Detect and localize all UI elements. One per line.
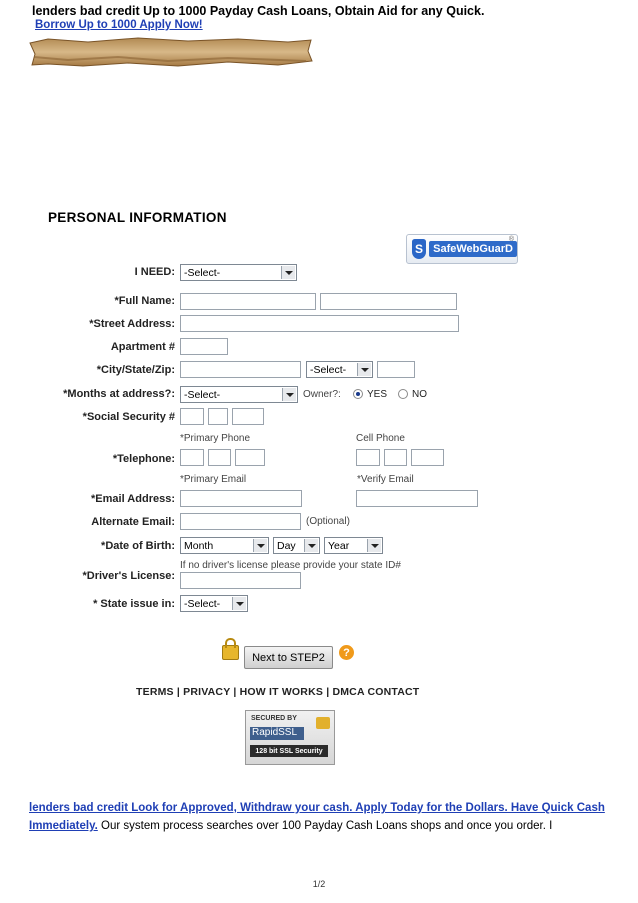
cell-phone-prefix-input[interactable] [384, 449, 407, 466]
chevron-down-icon [357, 363, 371, 376]
alternate-email-input[interactable] [180, 513, 301, 530]
chevron-down-icon [281, 266, 295, 279]
optional-note: (Optional) [306, 516, 350, 527]
date-of-birth-label: *Date of Birth: [101, 540, 175, 552]
page-number: 1/2 [312, 879, 326, 889]
city-input[interactable] [180, 361, 301, 378]
state-issue-label: * State issue in: [93, 598, 175, 610]
form-title: PERSONAL INFORMATION [48, 210, 227, 225]
verify-email-caption: *Verify Email [357, 474, 414, 485]
primary-phone-line-input[interactable] [235, 449, 265, 466]
rapidssl-badge [245, 710, 335, 765]
ssn-part3-input[interactable] [232, 408, 264, 425]
apply-now-link[interactable]: Borrow Up to 1000 Apply Now! [35, 19, 203, 31]
chevron-down-icon [367, 539, 381, 552]
street-address-label: *Street Address: [89, 318, 175, 330]
months-at-address-select[interactable] [180, 386, 298, 403]
drivers-license-label: *Driver's License: [82, 570, 175, 582]
owner-no-label: NO [412, 389, 427, 400]
ssn-part2-input[interactable] [208, 408, 228, 425]
primary-phone-area-input[interactable] [180, 449, 204, 466]
zip-input[interactable] [377, 361, 415, 378]
dob-year-select[interactable] [324, 537, 383, 554]
email-label: *Email Address: [91, 493, 175, 505]
page-heading: lenders bad credit Up to 1000 Payday Cash Loans, Obtain Aid for any Quick. [32, 4, 485, 18]
drivers-license-input[interactable] [180, 572, 301, 589]
months-value: -Select- [184, 388, 221, 401]
cell-phone-caption: Cell Phone [356, 433, 405, 444]
dob-day-value: Day [277, 539, 296, 552]
footer-links[interactable]: TERMS | PRIVACY | HOW IT WORKS | DMCA CONTACT [136, 686, 420, 698]
owner-label: Owner?: [303, 389, 341, 400]
state-issue-value: -Select- [184, 597, 221, 610]
shield-icon: S [412, 239, 426, 259]
owner-no-radio[interactable] [398, 389, 408, 399]
owner-yes-radio[interactable] [353, 389, 363, 399]
i-need-select[interactable] [180, 264, 297, 281]
state-issue-select[interactable] [180, 595, 248, 612]
verify-email-input[interactable] [356, 490, 478, 507]
chevron-down-icon [232, 597, 246, 610]
next-step-button[interactable]: Next to STEP2 [244, 646, 333, 669]
first-name-input[interactable] [180, 293, 316, 310]
ssn-label: *Social Security # [82, 411, 175, 423]
dob-month-select[interactable] [180, 537, 269, 554]
ssl-strength: 128 bit SSL Security [250, 745, 328, 757]
primary-phone-caption: *Primary Phone [180, 433, 251, 444]
lock-icon [222, 645, 239, 660]
dob-day-select[interactable] [273, 537, 320, 554]
badge-label: SafeWebGuarD [429, 241, 517, 257]
parchment-banner-image [28, 37, 313, 67]
body-text: Our system process searches over 100 Payday Cash Loans shops and once you order. I [97, 820, 553, 832]
alternate-email-label: Alternate Email: [91, 516, 175, 528]
primary-phone-prefix-input[interactable] [208, 449, 231, 466]
chevron-down-icon [282, 388, 296, 401]
cell-phone-line-input[interactable] [411, 449, 444, 466]
license-note: If no driver's license please provide your state ID# [180, 560, 401, 571]
body-link[interactable]: lenders bad credit Look for Approved, Withdraw your cash. Apply Today for the Dollars. Have Quick Cash Immediately. [29, 802, 605, 832]
dob-month-value: Month [184, 539, 214, 552]
ssl-secured-by: SECURED BY [251, 715, 297, 722]
dob-year-value: Year [328, 539, 350, 552]
owner-yes-label: YES [367, 389, 388, 400]
badge-trademark: ® [508, 236, 514, 243]
last-name-input[interactable] [320, 293, 457, 310]
street-address-input[interactable] [180, 315, 459, 332]
primary-email-caption: *Primary Email [180, 474, 247, 485]
city-state-zip-label: *City/State/Zip: [96, 364, 175, 376]
apartment-input[interactable] [180, 338, 228, 355]
help-icon[interactable]: ? [339, 645, 354, 660]
i-need-label: I NEED: [134, 266, 175, 278]
body-paragraph [29, 799, 609, 835]
apartment-label: Apartment # [110, 341, 175, 353]
ssn-part1-input[interactable] [180, 408, 204, 425]
email-input[interactable] [180, 490, 302, 507]
full-name-label: *Full Name: [114, 295, 175, 307]
state-select-value: -Select- [310, 363, 347, 376]
state-select[interactable] [306, 361, 373, 378]
padlock-icon [316, 717, 330, 729]
chevron-down-icon [253, 539, 267, 552]
ssl-brand: RapidSSL [250, 727, 304, 740]
telephone-label: *Telephone: [112, 453, 175, 465]
cell-phone-area-input[interactable] [356, 449, 380, 466]
i-need-value: -Select- [184, 266, 221, 279]
safewebguard-badge [406, 234, 518, 264]
chevron-down-icon [304, 539, 318, 552]
months-at-address-label: *Months at address?: [63, 388, 175, 400]
